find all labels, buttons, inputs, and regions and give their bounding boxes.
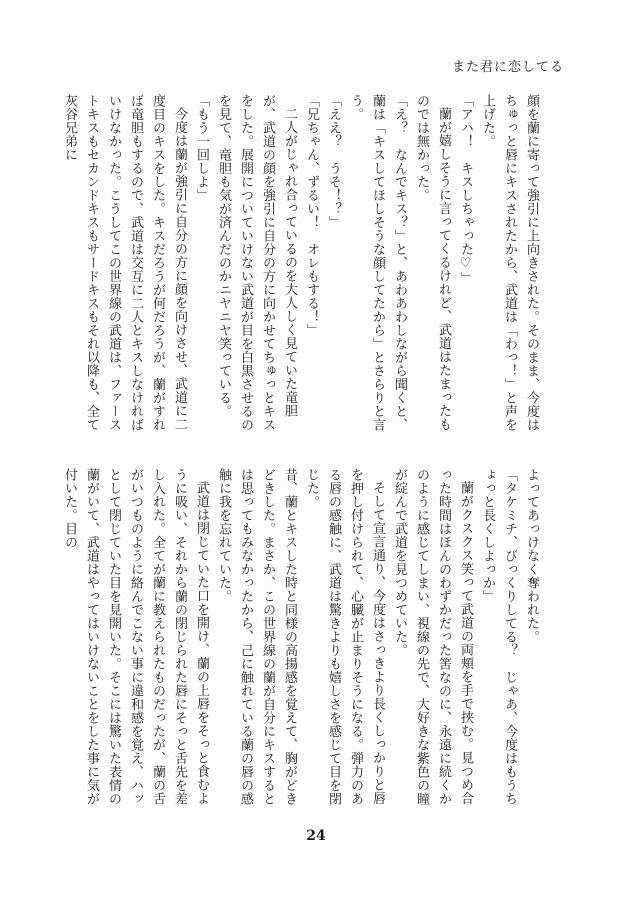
paragraph: 「タケミチ、びっくりしてる？ じゃあ、今度はもうちょっと長くしよっか」 (480, 468, 517, 806)
running-title: また君に恋してる (451, 60, 564, 75)
page-number: 24 (306, 828, 326, 844)
paragraph: 今度は蘭が強引に自分の方に顔を向けさせ、武道に二度目のキスをした。キスだろうが何だろうが、蘭がすれば竜胆もするので、武道は交互に二人とキスしなければいけなかった。こうしてこの世界線の武道は、ファーストキスもセカンドキスもサードキスもそれ以降も、全て灰谷兄弟に (62, 94, 187, 432)
upper-text-block (62, 94, 542, 444)
paragraph: 「もう一回しよ」 (194, 94, 209, 202)
paragraph: 「え？ なんでキス？」と、あわあわしながら聞くと、蘭は「キスしてほしそうな顔してたから」とさらりと言う。 (348, 94, 407, 432)
paragraph: 二人がじゃれ合っているのを大人しく見ていた竜胆が、武道の顔を強引に自分の方に向かせてちゅっとキスをした。展開についていけない武道が目を白黒させるのを見て、竜胆も気が済んだのかニヤニヤ笑っている。 (216, 94, 297, 432)
paragraph: 顔を蘭に寄って強引に上向きされた。そのまま、今度はちゅっと唇にキスされたから、武道は「わっ！」と声を上げた。 (480, 94, 539, 432)
lower-text-block (62, 468, 542, 818)
paragraph: 武道は閉じていた口を開け、蘭の上唇をそっと食むように吸い、それから蘭の閉じられた唇にそっと舌先を差し入れた。全てが蘭に教えられたものだったが、蘭の舌がいつものように絡んでこない事に違和感を覚え、ハッとして閉じていた目を見開いた。そこには驚いた表情の蘭がいて、武道はやってはいけないことをした事に気が付いた。目の (62, 468, 209, 806)
paragraph: よってあっけなく奪われた。 (524, 468, 539, 644)
paragraph: 蘭が嬉しそうに言ってくるけれど、武道はたまったものでは無かった。 (414, 94, 451, 431)
paragraph: 「ええ？ うそ！？」 (326, 94, 341, 229)
paragraph: 「兄ちゃん、ずるい！ オレもする！」 (304, 94, 319, 337)
paragraph: 昔、蘭とキスした時と同様の高揚感を覚えて、胸がどきどきした。まさか、この世界線の蘭が自分にキスするとは思ってもみなかったから、己に触れている蘭の唇の感触に我を忘れていた。 (216, 468, 297, 806)
paragraph: そして宣言通り、今度はさっきより長くしっかりと唇を押し付けられて、心臓が止まりそうになる。弾力のある唇の感触に、武道は驚きよりも嬉しさを感じて目を閉じた。 (304, 468, 385, 806)
paragraph: 蘭がクスクス笑って武道の両頬を手で挟む。見つめ合った時間はほんのわずかだった筈なのに、永遠に続くかのように感じてしまい、視線の先で、大好きな紫色の瞳が綻んで武道を見つめていた。 (392, 468, 473, 806)
paragraph: 「アハ！ キスしちゃった♡」 (458, 94, 473, 285)
